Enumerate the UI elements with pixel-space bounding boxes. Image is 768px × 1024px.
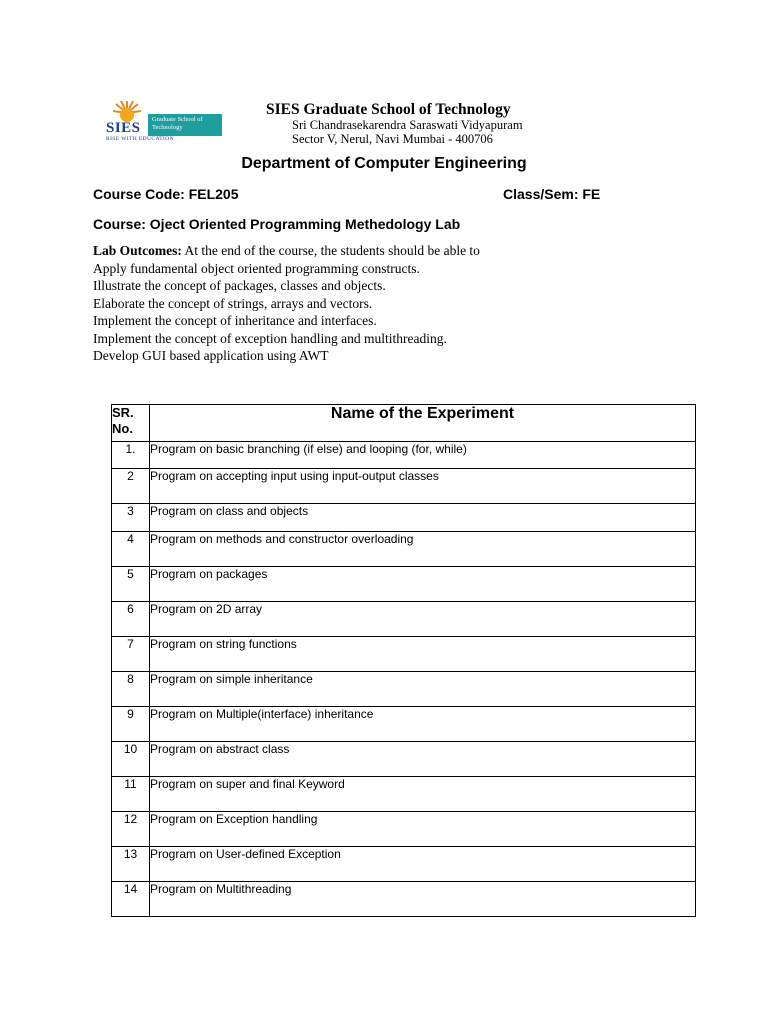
experiment-cell: Program on super and final Keyword <box>150 777 696 812</box>
table-row <box>112 602 696 637</box>
sr-cell: 11 <box>112 777 150 812</box>
experiment-cell: Program on accepting input using input-output classes <box>150 469 696 504</box>
outcome-item: Elaborate the concept of strings, arrays and vectors. <box>93 295 373 311</box>
institution-block <box>266 101 586 146</box>
experiment-cell: Program on basic branching (if else) and looping (for, while) <box>150 442 696 469</box>
table-row <box>112 812 696 847</box>
table-row <box>112 707 696 742</box>
sr-cell: 3 <box>112 504 150 532</box>
sies-logo <box>106 100 224 144</box>
logo-sies-text: SIES <box>106 120 141 136</box>
experiment-cell: Program on class and objects <box>150 504 696 532</box>
header-sr-no: SR. No. <box>112 405 150 442</box>
table-row <box>112 777 696 812</box>
logo-box: Graduate School of Technology <box>148 114 222 136</box>
sr-cell: 8 <box>112 672 150 707</box>
table-row <box>112 672 696 707</box>
experiment-cell: Program on packages <box>150 567 696 602</box>
table-row <box>112 637 696 672</box>
lab-outcomes-intro: At the end of the course, the students should be able to <box>181 243 480 258</box>
experiment-cell: Program on simple inheritance <box>150 672 696 707</box>
experiment-cell: Program on Exception handling <box>150 812 696 847</box>
address-line-2: Sector V, Nerul, Navi Mumbai - 400706 <box>292 132 493 146</box>
sr-cell: 4 <box>112 532 150 567</box>
sr-cell: 12 <box>112 812 150 847</box>
table-row <box>112 847 696 882</box>
table-row <box>112 442 696 469</box>
experiment-cell: Program on Multithreading <box>150 882 696 917</box>
sr-cell: 10 <box>112 742 150 777</box>
experiment-cell: Program on abstract class <box>150 742 696 777</box>
sr-cell: 5 <box>112 567 150 602</box>
table-row <box>112 504 696 532</box>
sr-cell: 6 <box>112 602 150 637</box>
table-row <box>112 567 696 602</box>
outcome-item: Implement the concept of inheritance and interfaces. <box>93 313 377 328</box>
institution-name: SIES Graduate School of Technology <box>266 101 511 118</box>
course-title: Course: Oject Oriented Programming Methedology Lab <box>93 216 461 232</box>
sr-cell: 2 <box>112 469 150 504</box>
outcome-item: Develop GUI based application using AWT <box>93 348 329 363</box>
table-row <box>112 469 696 504</box>
table-row <box>112 742 696 777</box>
table-row <box>112 882 696 917</box>
sr-cell: 1. <box>112 442 150 469</box>
experiment-cell: Program on Multiple(interface) inheritance <box>150 707 696 742</box>
lab-outcomes <box>93 242 543 365</box>
table-header-row <box>112 405 696 442</box>
experiments-table <box>111 404 696 917</box>
lab-outcomes-label: Lab Outcomes: <box>93 243 182 258</box>
sr-cell: 9 <box>112 707 150 742</box>
outcome-item: Illustrate the concept of packages, classes and objects. <box>93 278 386 293</box>
sr-cell: 13 <box>112 847 150 882</box>
course-code: Course Code: FEL205 <box>93 186 239 202</box>
address-line-1: Sri Chandrasekarendra Saraswati Vidyapuram <box>292 118 523 132</box>
outcome-item: Implement the concept of exception handling and multithreading. <box>93 330 447 346</box>
experiment-cell: Program on string functions <box>150 637 696 672</box>
experiment-cell: Program on User-defined Exception <box>150 847 696 882</box>
sr-cell: 7 <box>112 637 150 672</box>
department-title: Department of Computer Engineering <box>241 155 527 172</box>
outcome-item: Apply fundamental object oriented programming constructs. <box>93 260 420 276</box>
experiment-cell: Program on 2D array <box>150 602 696 637</box>
class-sem: Class/Sem: FE <box>503 186 601 202</box>
sr-cell: 14 <box>112 882 150 917</box>
header-experiment-name: Name of the Experiment <box>150 405 696 442</box>
table-row <box>112 532 696 567</box>
logo-tagline: RISE WITH EDUCATION <box>106 136 174 142</box>
experiment-cell: Program on methods and constructor overloading <box>150 532 696 567</box>
